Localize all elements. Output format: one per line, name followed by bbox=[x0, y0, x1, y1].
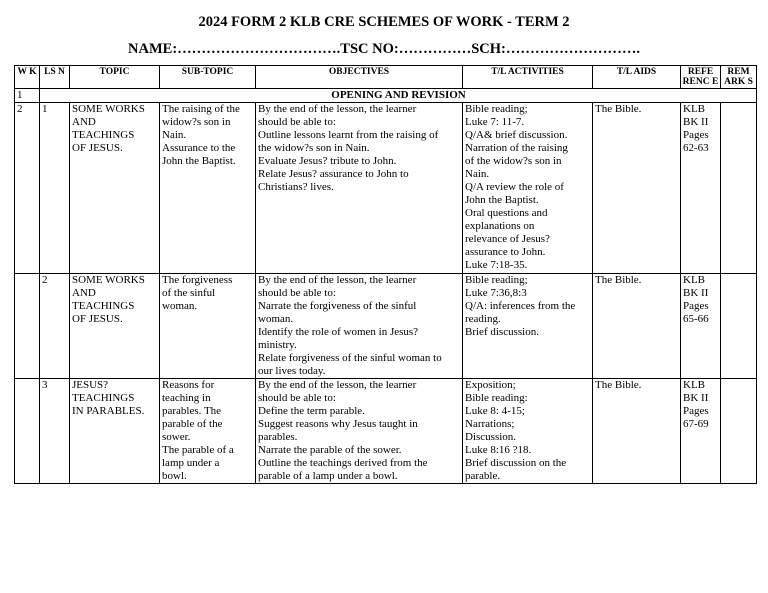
row-week: 2 bbox=[15, 103, 40, 274]
cell-line: relevance of Jesus? bbox=[465, 233, 550, 245]
cell-line: Bible reading: bbox=[465, 392, 528, 404]
cell-line: Reasons for bbox=[162, 379, 215, 391]
cell-line: parable of the bbox=[162, 418, 223, 430]
cell-line: Brief discussion on the bbox=[465, 457, 567, 469]
document-title: 2024 FORM 2 KLB CRE SCHEMES OF WORK - TERM 2 bbox=[198, 14, 570, 30]
cell-line: Suggest reasons why Jesus taught in bbox=[258, 418, 418, 430]
cell-line: woman. bbox=[162, 300, 198, 312]
cell-line: Discussion. bbox=[465, 431, 517, 443]
table-row bbox=[15, 274, 757, 379]
cell-line: The raising of the bbox=[162, 103, 240, 115]
cell-line: KLB bbox=[683, 274, 705, 286]
cell-line: JESUS? bbox=[72, 379, 109, 391]
cell-line: KLB bbox=[683, 103, 705, 115]
cell-line: Narrate the forgiveness of the sinful bbox=[258, 300, 417, 312]
cell-line: Outline lessons learnt from the raising of bbox=[258, 129, 439, 141]
row-subtopic bbox=[160, 274, 256, 379]
section-label: OPENING AND REVISION bbox=[40, 89, 757, 103]
header-lsn: LS N bbox=[40, 66, 70, 89]
cell-line: Pages bbox=[683, 300, 709, 312]
cell-line: TEACHINGS bbox=[72, 392, 135, 404]
cell-line: Luke 7:18-35. bbox=[465, 259, 528, 271]
cell-line: By the end of the lesson, the learner bbox=[258, 379, 417, 391]
cell-line: OF JESUS. bbox=[72, 313, 123, 325]
cell-line: Pages bbox=[683, 405, 709, 417]
cell-line: By the end of the lesson, the learner bbox=[258, 103, 417, 115]
cell-line: Brief discussion. bbox=[465, 326, 539, 338]
row-activities bbox=[463, 103, 593, 274]
cell-line: parables. bbox=[258, 431, 298, 443]
cell-line: 67-69 bbox=[683, 418, 709, 430]
cell-line: woman. bbox=[258, 313, 294, 325]
cell-line: 62-63 bbox=[683, 142, 709, 154]
cell-line: Christians? lives. bbox=[258, 181, 334, 193]
cell-line: BK II bbox=[683, 116, 709, 128]
header-reference: REFE RENC E bbox=[681, 66, 721, 89]
cell-line: By the end of the lesson, the learner bbox=[258, 274, 417, 286]
cell-line: Q/A: inferences from the bbox=[465, 300, 576, 312]
cell-line: SOME WORKS bbox=[72, 274, 145, 286]
cell-line: Pages bbox=[683, 129, 709, 141]
cell-line: the widow?s son in Nain. bbox=[258, 142, 370, 154]
cell-line: bowl. bbox=[162, 470, 187, 482]
cell-line: The forgiveness bbox=[162, 274, 233, 286]
cell-line: Q/A review the role of bbox=[465, 181, 564, 193]
cell-line: ministry. bbox=[258, 339, 297, 351]
cell-line: Outline the teachings derived from the bbox=[258, 457, 428, 469]
cell-line: Luke 8:16 ?18. bbox=[465, 444, 532, 456]
row-remarks bbox=[721, 274, 757, 379]
cell-line: Luke 7:36,8:3 bbox=[465, 287, 527, 299]
cell-line: AND bbox=[72, 287, 96, 299]
cell-line: BK II bbox=[683, 287, 709, 299]
cell-line: Q/A& brief discussion. bbox=[465, 129, 568, 141]
row-lesson: 1 bbox=[40, 103, 70, 274]
cell-line: should be able to: bbox=[258, 116, 336, 128]
section-row bbox=[15, 89, 757, 103]
cell-line: Relate forgiveness of the sinful woman to bbox=[258, 352, 442, 364]
cell-line: Relate Jesus? assurance to John to bbox=[258, 168, 409, 180]
cell-line: The Bible. bbox=[595, 103, 642, 115]
row-reference bbox=[681, 103, 721, 274]
cell-line: Exposition; bbox=[465, 379, 516, 391]
cell-line: Identify the role of women in Jesus? bbox=[258, 326, 419, 338]
cell-line: SOME WORKS bbox=[72, 103, 145, 115]
cell-line: parable. bbox=[465, 470, 501, 482]
cell-line: John the Baptist. bbox=[465, 194, 539, 206]
name-tsc-school-line: NAME:…………………………….TSC NO:……………SCH:………………………. bbox=[128, 41, 640, 57]
cell-line: Luke 7: 11-7. bbox=[465, 116, 525, 128]
row-topic bbox=[70, 379, 160, 484]
cell-line: TEACHINGS bbox=[72, 300, 135, 312]
row-topic bbox=[70, 274, 160, 379]
cell-line: The Bible. bbox=[595, 274, 642, 286]
row-reference bbox=[681, 274, 721, 379]
cell-line: lamp under a bbox=[162, 457, 220, 469]
cell-line: The Bible. bbox=[595, 379, 642, 391]
cell-line: 65-66 bbox=[683, 313, 709, 325]
row-objectives bbox=[256, 379, 463, 484]
cell-line: Narrate the parable of the sower. bbox=[258, 444, 402, 456]
header-wk: W K bbox=[15, 66, 40, 89]
cell-line: Nain. bbox=[162, 129, 187, 141]
row-objectives bbox=[256, 274, 463, 379]
header-aids: T/L AIDS bbox=[593, 66, 681, 89]
cell-line: should be able to: bbox=[258, 392, 336, 404]
cell-line: sower. bbox=[162, 431, 191, 443]
cell-line: Oral questions and bbox=[465, 207, 548, 219]
row-aids bbox=[593, 274, 681, 379]
cell-line: The parable of a bbox=[162, 444, 234, 456]
row-lesson: 3 bbox=[40, 379, 70, 484]
cell-line: parable of a lamp under a bowl. bbox=[258, 470, 398, 482]
cell-line: assurance to John. bbox=[465, 246, 546, 258]
row-topic bbox=[70, 103, 160, 274]
header-topic: TOPIC bbox=[70, 66, 160, 89]
row-objectives bbox=[256, 103, 463, 274]
cell-line: Nain. bbox=[465, 168, 490, 180]
cell-line: widow?s son in bbox=[162, 116, 231, 128]
row-subtopic bbox=[160, 379, 256, 484]
table-row bbox=[15, 379, 757, 484]
cell-line: Bible reading; bbox=[465, 103, 528, 115]
cell-line: IN PARABLES. bbox=[72, 405, 145, 417]
cell-line: KLB bbox=[683, 379, 705, 391]
header-subtopic: SUB-TOPIC bbox=[160, 66, 256, 89]
cell-line: Luke 8: 4-15; bbox=[465, 405, 525, 417]
cell-line: Assurance to the bbox=[162, 142, 236, 154]
cell-line: parables. The bbox=[162, 405, 222, 417]
row-activities bbox=[463, 274, 593, 379]
cell-line: John the Baptist. bbox=[162, 155, 236, 167]
row-aids bbox=[593, 379, 681, 484]
cell-line: explanations on bbox=[465, 220, 535, 232]
cell-line: OF JESUS. bbox=[72, 142, 123, 154]
row-week bbox=[15, 379, 40, 484]
cell-line: should be able to: bbox=[258, 287, 336, 299]
cell-line: Narration of the raising bbox=[465, 142, 568, 154]
cell-line: of the widow?s son in bbox=[465, 155, 562, 167]
row-reference bbox=[681, 379, 721, 484]
cell-line: TEACHINGS bbox=[72, 129, 135, 141]
cell-line: our lives today. bbox=[258, 365, 326, 377]
row-activities bbox=[463, 379, 593, 484]
cell-line: Narrations; bbox=[465, 418, 515, 430]
table-row bbox=[15, 103, 757, 274]
row-remarks bbox=[721, 379, 757, 484]
cell-line: teaching in bbox=[162, 392, 211, 404]
row-week bbox=[15, 274, 40, 379]
cell-line: Evaluate Jesus? tribute to John. bbox=[258, 155, 397, 167]
row-remarks bbox=[721, 103, 757, 274]
row-lesson: 2 bbox=[40, 274, 70, 379]
header-remarks: REM ARK S bbox=[721, 66, 757, 89]
cell-line: of the sinful bbox=[162, 287, 216, 299]
row-subtopic bbox=[160, 103, 256, 274]
schemes-of-work-table bbox=[14, 65, 757, 484]
header-row bbox=[15, 66, 757, 89]
row-aids bbox=[593, 103, 681, 274]
cell-line: Bible reading; bbox=[465, 274, 528, 286]
header-activities: T/L ACTIVITIES bbox=[463, 66, 593, 89]
cell-line: Define the term parable. bbox=[258, 405, 365, 417]
cell-line: AND bbox=[72, 116, 96, 128]
cell-line: reading. bbox=[465, 313, 501, 325]
cell-line: BK II bbox=[683, 392, 709, 404]
header-objectives: OBJECTIVES bbox=[256, 66, 463, 89]
section-week: 1 bbox=[15, 89, 40, 103]
